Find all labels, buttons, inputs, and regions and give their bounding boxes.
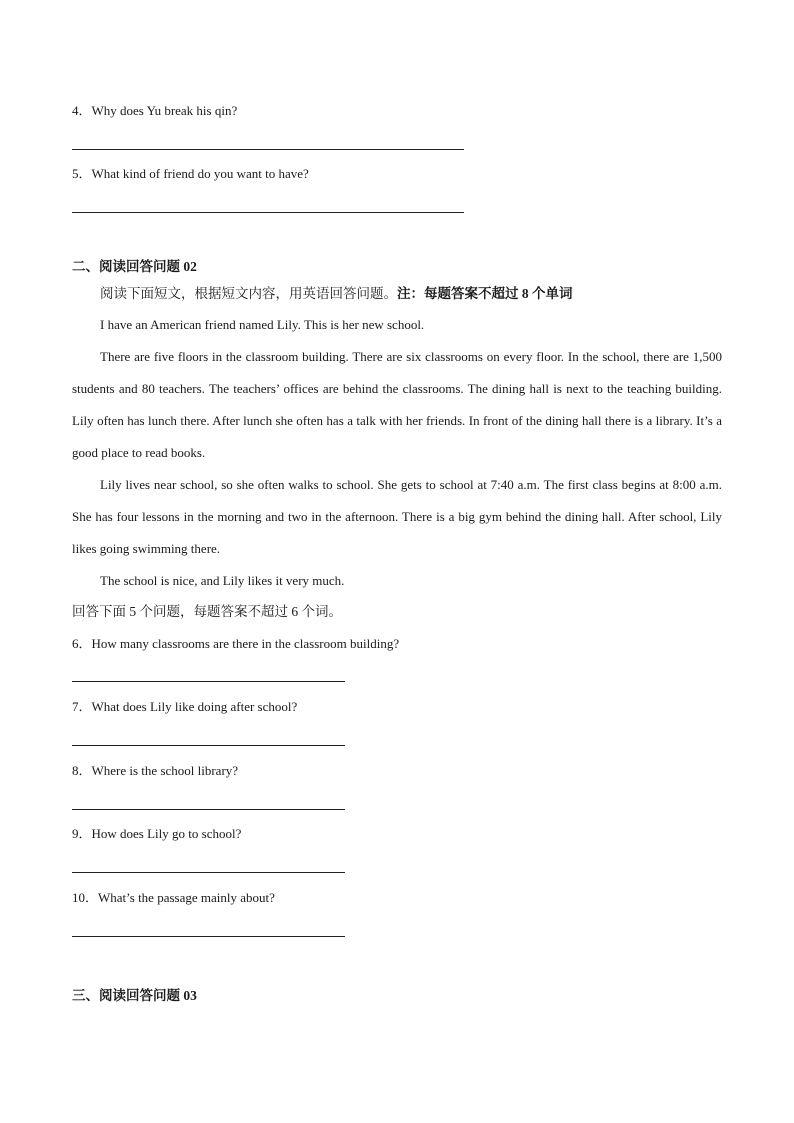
question-10: 10．What’s the passage mainly about? (72, 890, 275, 905)
section-2-instruction (100, 285, 573, 303)
question-5: 5．What kind of friend do you want to have? (72, 166, 309, 181)
answer-line-10[interactable] (72, 936, 345, 937)
question-9: 9．How does Lily go to school? (72, 826, 242, 841)
question-6: 6．How many classrooms are there in the classroom building? (72, 636, 400, 651)
passage-paragraph: The school is nice, and Lily likes it very much. (100, 573, 345, 588)
reading-passage (72, 309, 722, 597)
question-8: 8．Where is the school library? (72, 763, 239, 778)
question-4: 4．Why does Yu break his qin? (72, 103, 238, 118)
section-2-heading: 二、阅读回答问题 02 (72, 259, 197, 274)
answer-line-5[interactable] (72, 212, 464, 213)
passage-paragraph: I have an American friend named Lily. This is her new school. (100, 317, 425, 332)
passage-paragraph: Lily lives near school, so she often walks to school. She gets to school at 7:40 a.m. The first class begins at 8:00 a.m. She has four lessons in the morning and two in the afternoon. There is a big gym behind the dining hall. After school, Lily likes going swimming there. (72, 477, 722, 556)
section-2-note: 回答下面 5 个问题，每题答案不超过 6 个词。 (72, 604, 342, 619)
answer-line-8[interactable] (72, 809, 345, 810)
instruction-bold-text: 注：每题答案不超过 8 个单词 (397, 286, 573, 301)
section-3-heading: 三、阅读回答问题 03 (72, 988, 197, 1003)
passage-paragraph: There are five floors in the classroom building. There are six classrooms on every floor. In the school, there are 1,500 students and 80 teachers. The teachers’ offices are behind the classrooms. The dining hall is next to the teaching building. Lily often has lunch there. After lunch she often has a talk with her friends. In front of the dining hall there is a library. It’s a good place to read books. (72, 349, 722, 460)
answer-line-4[interactable] (72, 149, 464, 150)
answer-line-7[interactable] (72, 745, 345, 746)
answer-line-6[interactable] (72, 681, 345, 682)
question-7: 7．What does Lily like doing after school? (72, 699, 298, 714)
answer-line-9[interactable] (72, 872, 345, 873)
instruction-text: 阅读下面短文，根据短文内容，用英语回答问题。 (100, 286, 397, 301)
